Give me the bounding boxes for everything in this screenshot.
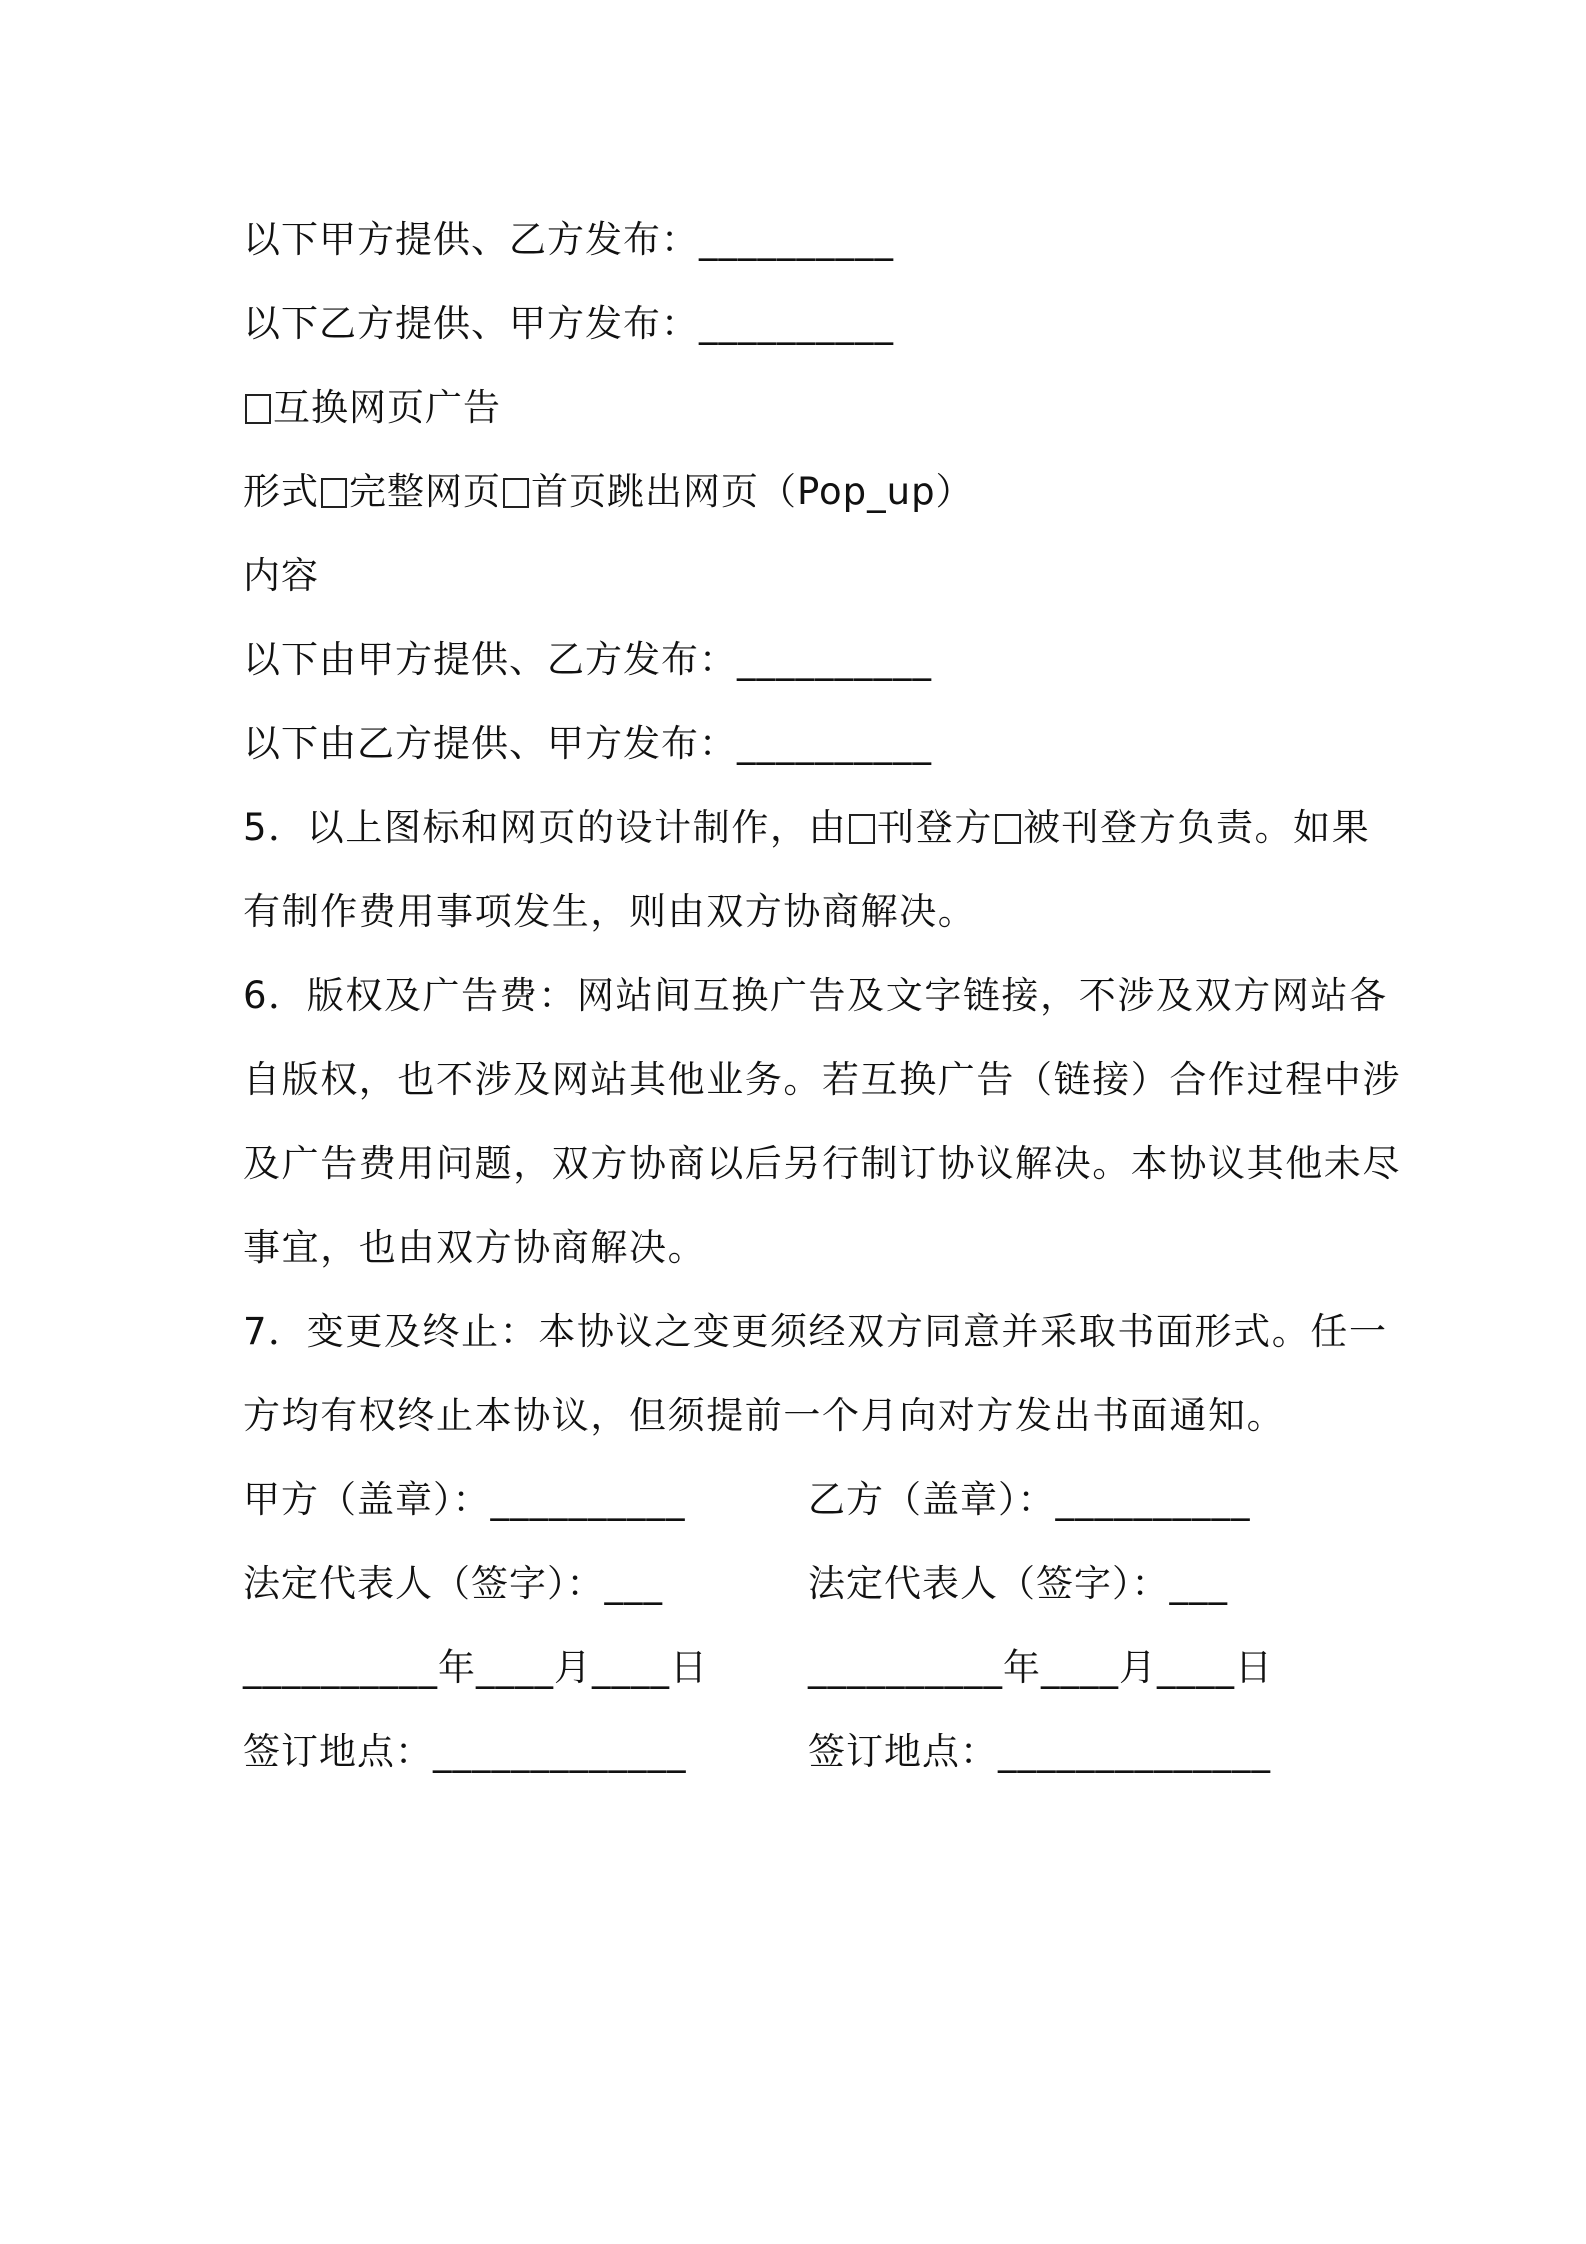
party-b-seal: 乙方（盖章）：__________ — [808, 1478, 1251, 1521]
party-b-place: 签订地点：______________ — [808, 1730, 1271, 1773]
checkbox-published-party[interactable] — [995, 814, 1021, 844]
clause-6-line-2: 自版权，也不涉及网站其他业务。若互换广告（链接）合作过程中涉 — [243, 1058, 1401, 1101]
option-full-webpage-label: 完整网页 — [349, 470, 501, 513]
signature-rep-row — [243, 1542, 1358, 1626]
clause-6-line-4: 事宜，也由双方协商解决。 — [243, 1226, 707, 1269]
option-publisher-label: 刊登方 — [877, 806, 993, 849]
party-b-date: __________年____月____日 — [808, 1646, 1273, 1689]
party-a-date: __________年____月____日 — [243, 1646, 708, 1689]
line-content-party-a-provides: 以下由甲方提供、乙方发布：__________ — [243, 638, 932, 681]
clause-6-line-3: 及广告费用问题，双方协商以后另行制订协议解决。本协议其他未尽 — [243, 1142, 1401, 1185]
line-format-options — [243, 450, 1358, 534]
line-party-a-provides: 以下甲方提供、乙方发布：__________ — [243, 218, 894, 261]
signature-seal-row — [243, 1458, 1358, 1542]
checkbox-popup-webpage[interactable] — [503, 478, 529, 508]
party-b-representative: 法定代表人（签字）：___ — [808, 1562, 1228, 1605]
clause-5-text: 5．以上图标和网页的设计制作，由 — [243, 806, 848, 849]
clause-7-line-1: 7．变更及终止：本协议之变更须经双方同意并采取书面形式。任一 — [243, 1310, 1388, 1353]
signature-place-row — [243, 1710, 1358, 1794]
content-heading: 内容 — [243, 554, 319, 597]
format-label: 形式 — [243, 470, 319, 513]
line-content-party-b-provides: 以下由乙方提供、甲方发布：__________ — [243, 722, 932, 765]
option-popup-webpage-label: 首页跳出网页（Pop_up） — [531, 470, 974, 513]
party-a-place: 签订地点：_____________ — [243, 1730, 687, 1773]
option-label: 互换网页广告 — [273, 386, 501, 429]
option-published-party-label: 被刊登方负责。如果 — [1022, 806, 1371, 849]
signature-date-row — [243, 1626, 1358, 1710]
checkbox-publisher[interactable] — [849, 814, 875, 844]
clause-5-line-1 — [243, 786, 1371, 870]
document-body — [243, 198, 1401, 1794]
clause-6-line-1: 6．版权及广告费：网站间互换广告及文字链接，不涉及双方网站各 — [243, 974, 1388, 1017]
checkbox-full-webpage[interactable] — [321, 478, 347, 508]
clause-7-line-2: 方均有权终止本协议，但须提前一个月向对方发出书面通知。 — [243, 1394, 1286, 1437]
clause-5-line-2: 有制作费用事项发生，则由双方协商解决。 — [243, 890, 977, 933]
line-party-b-provides: 以下乙方提供、甲方发布：__________ — [243, 302, 894, 345]
option-exchange-webpage-ad — [243, 366, 1358, 450]
party-a-seal: 甲方（盖章）：__________ — [243, 1478, 686, 1521]
checkbox-exchange-webpage-ad[interactable] — [245, 394, 271, 424]
party-a-representative: 法定代表人（签字）：___ — [243, 1562, 663, 1605]
